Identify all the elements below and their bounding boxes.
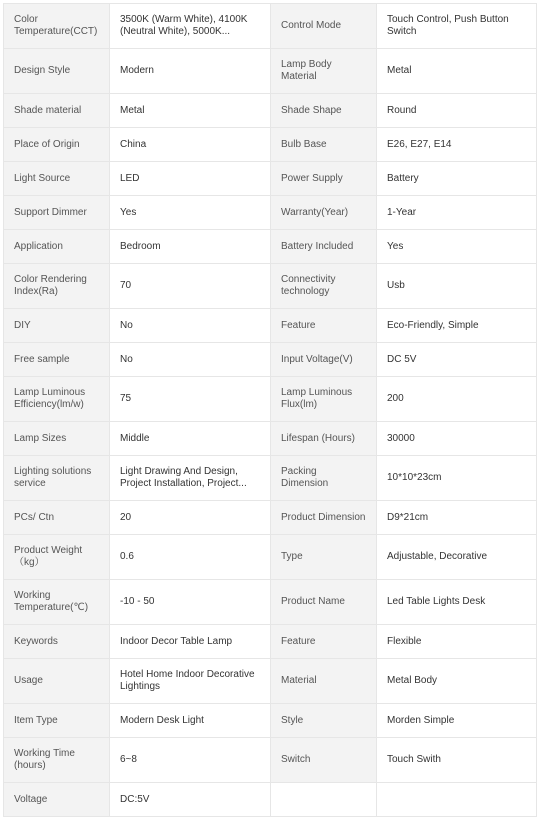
spec-label: Free sample (4, 343, 110, 377)
spec-value: Flexible (377, 625, 537, 659)
table-row (4, 264, 537, 309)
spec-label: Input Voltage(V) (271, 343, 377, 377)
table-row (4, 738, 537, 783)
table-row (4, 377, 537, 422)
spec-label-empty (271, 783, 377, 817)
spec-value: 20 (110, 501, 271, 535)
table-row (4, 783, 537, 817)
spec-value-empty (377, 783, 537, 817)
spec-label: Voltage (4, 783, 110, 817)
spec-value: DC:5V (110, 783, 271, 817)
spec-value: 70 (110, 264, 271, 309)
table-row (4, 456, 537, 501)
spec-label: Warranty(Year) (271, 196, 377, 230)
spec-label: Working Time (hours) (4, 738, 110, 783)
spec-value: 30000 (377, 422, 537, 456)
spec-label: Place of Origin (4, 128, 110, 162)
spec-value: -10 - 50 (110, 580, 271, 625)
spec-value: No (110, 309, 271, 343)
spec-label: PCs/ Ctn (4, 501, 110, 535)
spec-value: Light Drawing And Design, Project Installation, Project... (110, 456, 271, 501)
spec-value: 200 (377, 377, 537, 422)
spec-value: DC 5V (377, 343, 537, 377)
spec-value: Modern Desk Light (110, 704, 271, 738)
spec-value: No (110, 343, 271, 377)
spec-value: 0.6 (110, 535, 271, 580)
spec-value: Morden Simple (377, 704, 537, 738)
spec-label: Power Supply (271, 162, 377, 196)
spec-label: Material (271, 659, 377, 704)
table-row (4, 128, 537, 162)
spec-value: Metal Body (377, 659, 537, 704)
spec-label: Battery Included (271, 230, 377, 264)
spec-label: Feature (271, 309, 377, 343)
table-row (4, 704, 537, 738)
spec-value: Usb (377, 264, 537, 309)
table-row (4, 309, 537, 343)
spec-value: Eco-Friendly, Simple (377, 309, 537, 343)
spec-value: Metal (110, 94, 271, 128)
specification-table-body (4, 4, 537, 817)
spec-label: Switch (271, 738, 377, 783)
spec-label: Lamp Luminous Flux(lm) (271, 377, 377, 422)
table-row (4, 4, 537, 49)
spec-label: Product Weight （kg） (4, 535, 110, 580)
spec-label: Design Style (4, 49, 110, 94)
spec-label: Application (4, 230, 110, 264)
spec-label: Light Source (4, 162, 110, 196)
spec-value: 6~8 (110, 738, 271, 783)
table-row (4, 94, 537, 128)
table-row (4, 49, 537, 94)
spec-value: Modern (110, 49, 271, 94)
spec-label: Lamp Luminous Efficiency(lm/w) (4, 377, 110, 422)
spec-label: Lamp Body Material (271, 49, 377, 94)
spec-value: Round (377, 94, 537, 128)
spec-value: 10*10*23cm (377, 456, 537, 501)
table-row (4, 196, 537, 230)
spec-label: Shade material (4, 94, 110, 128)
spec-value: D9*21cm (377, 501, 537, 535)
spec-value: Indoor Decor Table Lamp (110, 625, 271, 659)
table-row (4, 343, 537, 377)
spec-label: Usage (4, 659, 110, 704)
spec-value: China (110, 128, 271, 162)
spec-label: Style (271, 704, 377, 738)
spec-value: Hotel Home Indoor Decorative Lightings (110, 659, 271, 704)
spec-label: Keywords (4, 625, 110, 659)
spec-value: Yes (110, 196, 271, 230)
spec-label: Color Rendering Index(Ra) (4, 264, 110, 309)
table-row (4, 501, 537, 535)
spec-label: Shade Shape (271, 94, 377, 128)
spec-value: 3500K (Warm White), 4100K (Neutral White), 5000K... (110, 4, 271, 49)
spec-label: Feature (271, 625, 377, 659)
specification-table (3, 3, 537, 817)
spec-label: Lamp Sizes (4, 422, 110, 456)
spec-label: Type (271, 535, 377, 580)
table-row (4, 659, 537, 704)
spec-value: Yes (377, 230, 537, 264)
spec-value: LED (110, 162, 271, 196)
spec-value: Middle (110, 422, 271, 456)
spec-label: Bulb Base (271, 128, 377, 162)
spec-label: Product Name (271, 580, 377, 625)
spec-value: Adjustable, Decorative (377, 535, 537, 580)
spec-label: Color Temperature(CCT) (4, 4, 110, 49)
spec-value: Bedroom (110, 230, 271, 264)
table-row (4, 535, 537, 580)
table-row (4, 580, 537, 625)
table-row (4, 230, 537, 264)
table-row (4, 625, 537, 659)
spec-value: 75 (110, 377, 271, 422)
spec-value: E26, E27, E14 (377, 128, 537, 162)
spec-value: Metal (377, 49, 537, 94)
spec-label: Connectivity technology (271, 264, 377, 309)
table-row (4, 162, 537, 196)
spec-value: Touch Control, Push Button Switch (377, 4, 537, 49)
table-row (4, 422, 537, 456)
spec-label: Lifespan (Hours) (271, 422, 377, 456)
spec-label: Product Dimension (271, 501, 377, 535)
spec-label: Control Mode (271, 4, 377, 49)
spec-label: Support Dimmer (4, 196, 110, 230)
spec-value: Led Table Lights Desk (377, 580, 537, 625)
spec-label: Item Type (4, 704, 110, 738)
spec-value: 1-Year (377, 196, 537, 230)
spec-label: Working Temperature(℃) (4, 580, 110, 625)
spec-label: Packing Dimension (271, 456, 377, 501)
spec-label: Lighting solutions service (4, 456, 110, 501)
spec-value: Battery (377, 162, 537, 196)
spec-value: Touch Swith (377, 738, 537, 783)
spec-label: DIY (4, 309, 110, 343)
